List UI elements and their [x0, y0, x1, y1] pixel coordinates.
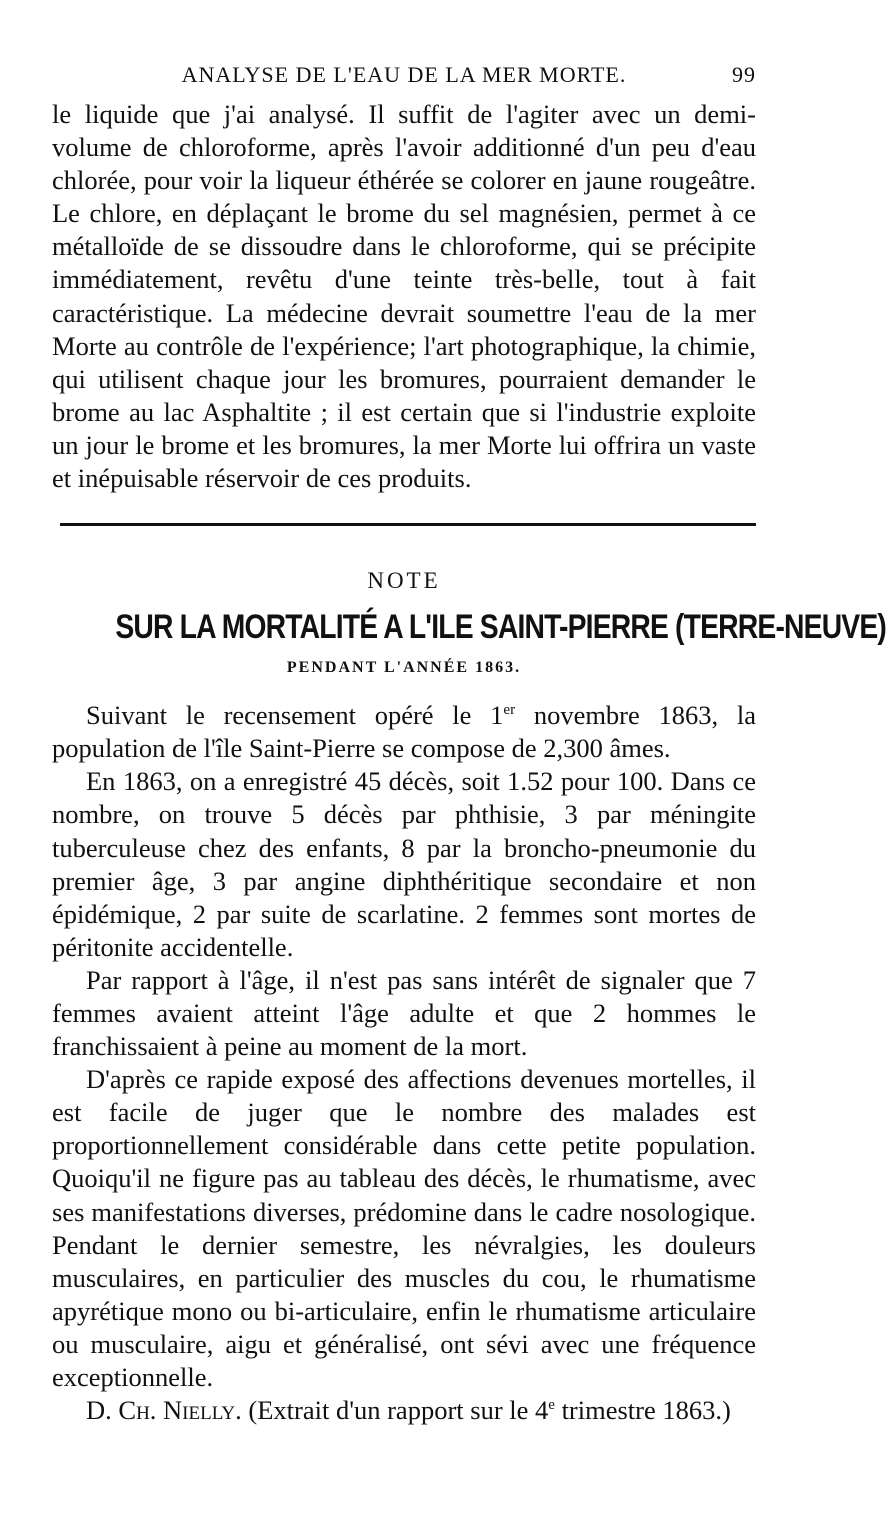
section-divider	[60, 523, 756, 526]
signature-text-after: trimestre 1863.)	[554, 1395, 731, 1426]
note-paragraph-1	[52, 699, 756, 765]
signature-author: D. Ch. Nielly.	[86, 1395, 242, 1426]
p1-text-after: novembre 1863, la population de l'île Saint-Pierre se compose de 2,300 âmes.	[52, 700, 756, 764]
running-head	[52, 62, 756, 94]
note-paragraph-4: D'après ce rapide exposé des affections devenues mortelles, il est facile de juger que le nombre des malades est proportionnellement considérable dans cette petite population. Quoiqu'il ne figure pas au tableau des décès, le rhumatisme, avec ses manifestations diverses, prédomine dans le cadre nosologique. Pendant le dernier semestre, les névralgies, les douleurs musculaires, en particulier des muscles du cou, le rhumatisme apyrétique mono ou bi-articulaire, enfin le rhumatisme articulaire ou musculaire, aigu et généralisé, ont sévi avec une fréquence exceptionnelle.	[52, 1064, 756, 1392]
signature-superscript: e	[548, 1397, 555, 1414]
signature-line	[52, 1394, 756, 1427]
note-paragraph-3: Par rapport à l'âge, il n'est pas sans intérêt de signaler que 7 femmes avaient atteint l'âge adulte et que 2 hommes le franchissaient à peine au moment de la mort.	[52, 964, 756, 1062]
running-title: ANALYSE DE L'EAU DE LA MER MORTE.	[181, 62, 627, 87]
intro-paragraph: le liquide que j'ai analysé. Il suffit de l'agiter avec un demi-volume de chloroforme, après l'avoir additionné d'un peu d'eau chlorée, pour voir la liqueur éthérée se colorer en jaune rougeâtre. Le chlore, en déplaçant le brome du sel magnésien, permet à ce métalloïde de se dissoudre dans le chloroforme, qui se précipite immédiatement, revêtu d'une teinte très-belle, tout à fait caractéristique. La médecine devrait soumettre l'eau de la mer Morte au contrôle de l'expérience; l'art photographique, la chimie, qui utilisent chaque jour les bromures, pourraient demander le brome au lac Asphaltite ; il est certain que si l'industrie exploite un jour le brome et les bromures, la mer Morte lui offrira un vaste et inépuisable réservoir de ces produits.	[52, 99, 756, 494]
note-label: NOTE	[367, 568, 441, 594]
document-page	[0, 62, 886, 1527]
note-paragraph-2: En 1863, on a enregistré 45 décès, soit 1.52 pour 100. Dans ce nombre, on trouve 5 décès par phthisie, 3 par méningite tuberculeuse chez des enfants, 8 par la broncho-pneumonie du premier âge, 3 par angine diphthéritique secondaire et non épidémique, 2 par suite de scarlatine. 2 femmes sont mortes de péritonite accidentelle.	[52, 766, 756, 962]
p1-superscript: er	[503, 702, 516, 719]
p1-text-before: Suivant le recensement opéré le 1	[86, 700, 504, 731]
signature-text-before: (Extrait d'un rapport sur le 4	[241, 1395, 549, 1426]
page-number: 99	[732, 62, 756, 87]
note-subtitle: PENDANT L'ANNÉE 1863.	[286, 659, 522, 677]
note-title: SUR LA MORTALITÉ A L'ILE SAINT-PIERRE (TERRE-NEUVE)	[115, 608, 886, 647]
